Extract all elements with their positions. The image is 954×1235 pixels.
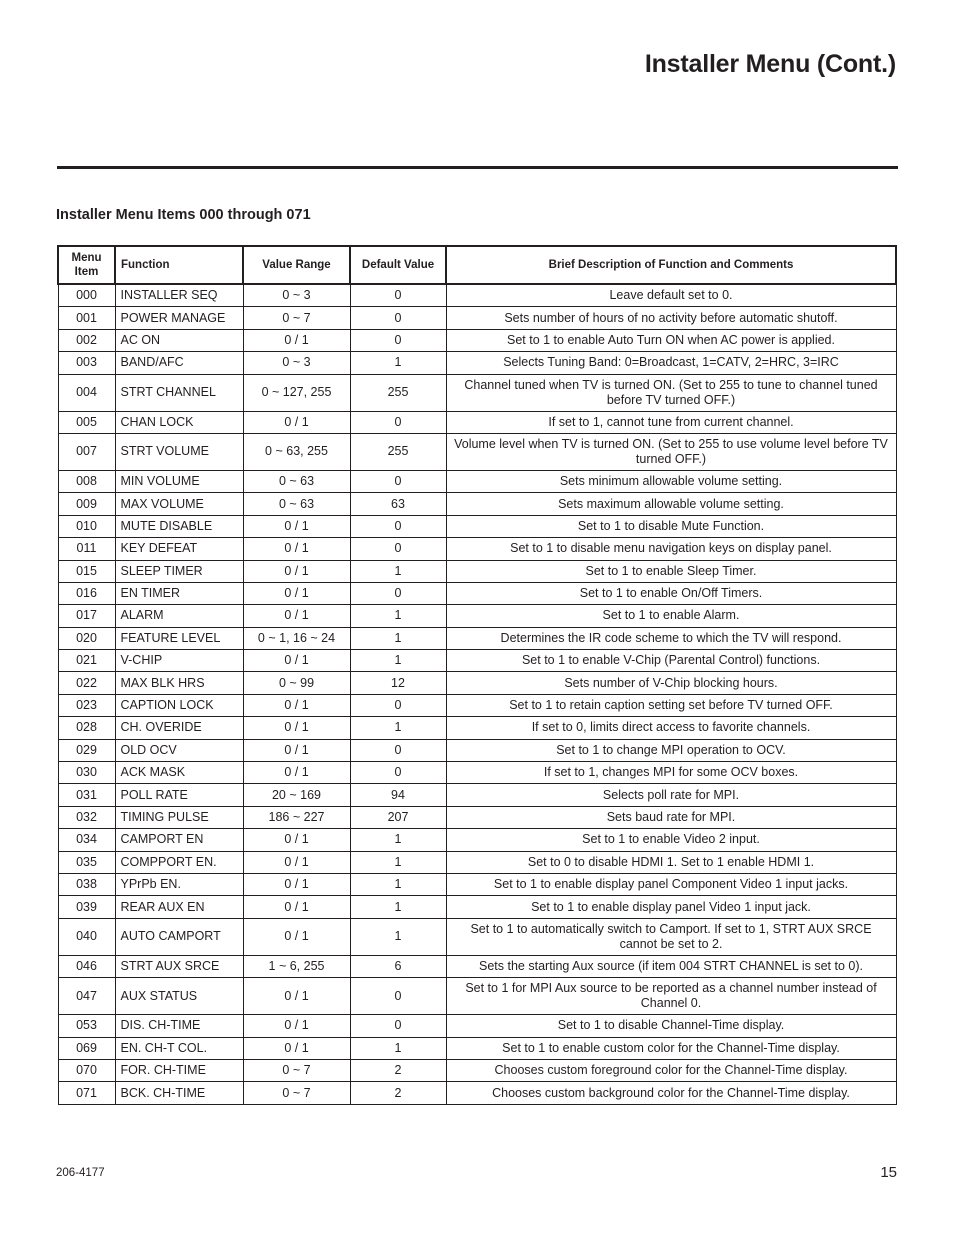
cell-menu-item: 053 bbox=[58, 1015, 115, 1037]
cell-value-range: 0 / 1 bbox=[243, 918, 350, 955]
cell-value-range: 0 / 1 bbox=[243, 329, 350, 351]
table-row bbox=[58, 433, 896, 470]
cell-value-range: 0 / 1 bbox=[243, 538, 350, 560]
cell-description: Set to 1 to enable On/Off Timers. bbox=[446, 582, 896, 604]
cell-default-value: 0 bbox=[350, 582, 446, 604]
cell-description: Set to 1 to retain caption setting set before TV turned OFF. bbox=[446, 694, 896, 716]
cell-default-value: 1 bbox=[350, 560, 446, 582]
table-row bbox=[58, 307, 896, 329]
title-divider bbox=[57, 166, 898, 169]
cell-function: FEATURE LEVEL bbox=[115, 627, 243, 649]
cell-default-value: 1 bbox=[350, 851, 446, 873]
cell-default-value: 1 bbox=[350, 873, 446, 895]
cell-description: Set to 1 to change MPI operation to OCV. bbox=[446, 739, 896, 761]
table-row bbox=[58, 1037, 896, 1059]
cell-function: FOR. CH-TIME bbox=[115, 1059, 243, 1081]
table-row bbox=[58, 582, 896, 604]
cell-description: Channel tuned when TV is turned ON. (Set to 255 to tune to channel tuned before TV turned OFF.) bbox=[446, 374, 896, 411]
cell-function: SLEEP TIMER bbox=[115, 560, 243, 582]
cell-description: Set to 1 to enable Video 2 input. bbox=[446, 829, 896, 851]
cell-value-range: 0 ~ 63 bbox=[243, 493, 350, 515]
table-row bbox=[58, 1015, 896, 1037]
cell-default-value: 2 bbox=[350, 1082, 446, 1104]
cell-function: CHAN LOCK bbox=[115, 411, 243, 433]
cell-default-value: 12 bbox=[350, 672, 446, 694]
cell-function: STRT VOLUME bbox=[115, 433, 243, 470]
cell-menu-item: 032 bbox=[58, 806, 115, 828]
table-row bbox=[58, 762, 896, 784]
cell-function: MAX BLK HRS bbox=[115, 672, 243, 694]
cell-menu-item: 040 bbox=[58, 918, 115, 955]
cell-value-range: 0 / 1 bbox=[243, 411, 350, 433]
table-row bbox=[58, 694, 896, 716]
cell-value-range: 0 ~ 7 bbox=[243, 1059, 350, 1081]
cell-function: BAND/AFC bbox=[115, 352, 243, 374]
cell-description: Sets maximum allowable volume setting. bbox=[446, 493, 896, 515]
cell-function: TIMING PULSE bbox=[115, 806, 243, 828]
cell-menu-item: 017 bbox=[58, 605, 115, 627]
cell-description: Set to 1 to enable display panel Component Video 1 input jacks. bbox=[446, 873, 896, 895]
table-header-row bbox=[58, 246, 896, 284]
cell-function: MAX VOLUME bbox=[115, 493, 243, 515]
cell-function: STRT AUX SRCE bbox=[115, 955, 243, 977]
cell-function: ALARM bbox=[115, 605, 243, 627]
cell-function: EN TIMER bbox=[115, 582, 243, 604]
cell-description: Selects Tuning Band: 0=Broadcast, 1=CATV, 2=HRC, 3=IRC bbox=[446, 352, 896, 374]
cell-description: Leave default set to 0. bbox=[446, 284, 896, 307]
cell-default-value: 94 bbox=[350, 784, 446, 806]
table-row bbox=[58, 896, 896, 918]
cell-value-range: 0 ~ 7 bbox=[243, 307, 350, 329]
cell-function: AUTO CAMPORT bbox=[115, 918, 243, 955]
cell-menu-item: 011 bbox=[58, 538, 115, 560]
cell-description: Set to 1 to disable menu navigation keys on display panel. bbox=[446, 538, 896, 560]
cell-menu-item: 002 bbox=[58, 329, 115, 351]
cell-menu-item: 038 bbox=[58, 873, 115, 895]
table-row bbox=[58, 806, 896, 828]
cell-description: Selects poll rate for MPI. bbox=[446, 784, 896, 806]
cell-description: Set to 1 to enable display panel Video 1 input jack. bbox=[446, 896, 896, 918]
table-row bbox=[58, 605, 896, 627]
cell-default-value: 6 bbox=[350, 955, 446, 977]
cell-default-value: 255 bbox=[350, 374, 446, 411]
table-row bbox=[58, 374, 896, 411]
cell-menu-item: 016 bbox=[58, 582, 115, 604]
page-title: Installer Menu (Cont.) bbox=[644, 50, 896, 78]
cell-menu-item: 007 bbox=[58, 433, 115, 470]
cell-function: BCK. CH-TIME bbox=[115, 1082, 243, 1104]
table-row bbox=[58, 515, 896, 537]
cell-description: If set to 1, changes MPI for some OCV boxes. bbox=[446, 762, 896, 784]
cell-value-range: 0 / 1 bbox=[243, 739, 350, 761]
table-row bbox=[58, 918, 896, 955]
table-row bbox=[58, 284, 896, 307]
cell-description: Set to 1 to enable custom color for the Channel-Time display. bbox=[446, 1037, 896, 1059]
cell-function: V-CHIP bbox=[115, 650, 243, 672]
cell-menu-item: 034 bbox=[58, 829, 115, 851]
cell-value-range: 0 / 1 bbox=[243, 650, 350, 672]
cell-menu-item: 030 bbox=[58, 762, 115, 784]
cell-description: Set to 1 to disable Channel-Time display. bbox=[446, 1015, 896, 1037]
cell-default-value: 1 bbox=[350, 627, 446, 649]
cell-value-range: 1 ~ 6, 255 bbox=[243, 955, 350, 977]
cell-default-value: 1 bbox=[350, 896, 446, 918]
cell-function: MIN VOLUME bbox=[115, 470, 243, 492]
cell-value-range: 0 / 1 bbox=[243, 515, 350, 537]
cell-function: DIS. CH-TIME bbox=[115, 1015, 243, 1037]
cell-value-range: 0 ~ 1, 16 ~ 24 bbox=[243, 627, 350, 649]
cell-menu-item: 000 bbox=[58, 284, 115, 307]
cell-description: Volume level when TV is turned ON. (Set to 255 to use volume level before TV turned OFF.) bbox=[446, 433, 896, 470]
cell-default-value: 1 bbox=[350, 918, 446, 955]
table-row bbox=[58, 717, 896, 739]
cell-default-value: 0 bbox=[350, 538, 446, 560]
cell-description: Chooses custom foreground color for the Channel-Time display. bbox=[446, 1059, 896, 1081]
cell-menu-item: 003 bbox=[58, 352, 115, 374]
page-number: 15 bbox=[880, 1164, 897, 1181]
cell-description: Set to 1 for MPI Aux source to be reported as a channel number instead of Channel 0. bbox=[446, 978, 896, 1015]
table-row bbox=[58, 650, 896, 672]
cell-function: AC ON bbox=[115, 329, 243, 351]
cell-default-value: 255 bbox=[350, 433, 446, 470]
cell-value-range: 0 / 1 bbox=[243, 829, 350, 851]
cell-function: OLD OCV bbox=[115, 739, 243, 761]
cell-menu-item: 022 bbox=[58, 672, 115, 694]
table-row bbox=[58, 1082, 896, 1104]
cell-value-range: 0 ~ 3 bbox=[243, 352, 350, 374]
cell-function: POLL RATE bbox=[115, 784, 243, 806]
cell-menu-item: 070 bbox=[58, 1059, 115, 1081]
cell-menu-item: 047 bbox=[58, 978, 115, 1015]
cell-function: KEY DEFEAT bbox=[115, 538, 243, 560]
cell-value-range: 0 ~ 3 bbox=[243, 284, 350, 307]
cell-function: COMPPORT EN. bbox=[115, 851, 243, 873]
cell-menu-item: 023 bbox=[58, 694, 115, 716]
table-body bbox=[58, 284, 896, 1104]
table-row bbox=[58, 538, 896, 560]
cell-default-value: 0 bbox=[350, 411, 446, 433]
table-row bbox=[58, 493, 896, 515]
cell-description: Sets baud rate for MPI. bbox=[446, 806, 896, 828]
table-row bbox=[58, 627, 896, 649]
cell-value-range: 0 ~ 63, 255 bbox=[243, 433, 350, 470]
table-row bbox=[58, 470, 896, 492]
cell-value-range: 0 / 1 bbox=[243, 873, 350, 895]
cell-function: ACK MASK bbox=[115, 762, 243, 784]
cell-function: YPrPb EN. bbox=[115, 873, 243, 895]
cell-menu-item: 028 bbox=[58, 717, 115, 739]
cell-function: STRT CHANNEL bbox=[115, 374, 243, 411]
table-row bbox=[58, 329, 896, 351]
cell-description: Sets number of hours of no activity before automatic shutoff. bbox=[446, 307, 896, 329]
cell-default-value: 63 bbox=[350, 493, 446, 515]
cell-description: Set to 1 to enable V-Chip (Parental Control) functions. bbox=[446, 650, 896, 672]
cell-function: CH. OVERIDE bbox=[115, 717, 243, 739]
table-row bbox=[58, 560, 896, 582]
cell-menu-item: 031 bbox=[58, 784, 115, 806]
cell-function: MUTE DISABLE bbox=[115, 515, 243, 537]
cell-default-value: 2 bbox=[350, 1059, 446, 1081]
cell-description: Set to 1 to automatically switch to Camport. If set to 1, STRT AUX SRCE cannot be set to 2. bbox=[446, 918, 896, 955]
cell-description: Set to 1 to disable Mute Function. bbox=[446, 515, 896, 537]
cell-value-range: 0 / 1 bbox=[243, 1015, 350, 1037]
cell-menu-item: 008 bbox=[58, 470, 115, 492]
cell-function: CAPTION LOCK bbox=[115, 694, 243, 716]
cell-default-value: 0 bbox=[350, 284, 446, 307]
cell-description: Chooses custom background color for the Channel-Time display. bbox=[446, 1082, 896, 1104]
cell-menu-item: 039 bbox=[58, 896, 115, 918]
cell-menu-item: 029 bbox=[58, 739, 115, 761]
cell-default-value: 0 bbox=[350, 515, 446, 537]
cell-menu-item: 035 bbox=[58, 851, 115, 873]
table-row bbox=[58, 739, 896, 761]
document-number: 206-4177 bbox=[56, 1167, 105, 1179]
header-menu-item: Menu Item bbox=[58, 246, 115, 284]
cell-description: Set to 0 to disable HDMI 1. Set to 1 enable HDMI 1. bbox=[446, 851, 896, 873]
table-row bbox=[58, 411, 896, 433]
cell-value-range: 20 ~ 169 bbox=[243, 784, 350, 806]
cell-menu-item: 015 bbox=[58, 560, 115, 582]
table-row bbox=[58, 955, 896, 977]
cell-default-value: 0 bbox=[350, 694, 446, 716]
cell-description: Sets number of V-Chip blocking hours. bbox=[446, 672, 896, 694]
cell-value-range: 0 / 1 bbox=[243, 605, 350, 627]
cell-menu-item: 009 bbox=[58, 493, 115, 515]
cell-default-value: 1 bbox=[350, 650, 446, 672]
header-value-range: Value Range bbox=[243, 246, 350, 284]
cell-default-value: 0 bbox=[350, 978, 446, 1015]
table-row bbox=[58, 829, 896, 851]
cell-function: AUX STATUS bbox=[115, 978, 243, 1015]
cell-menu-item: 020 bbox=[58, 627, 115, 649]
cell-default-value: 1 bbox=[350, 1037, 446, 1059]
cell-function: INSTALLER SEQ bbox=[115, 284, 243, 307]
cell-description: Sets minimum allowable volume setting. bbox=[446, 470, 896, 492]
cell-value-range: 0 / 1 bbox=[243, 762, 350, 784]
cell-value-range: 0 / 1 bbox=[243, 1037, 350, 1059]
cell-value-range: 0 ~ 99 bbox=[243, 672, 350, 694]
cell-value-range: 0 / 1 bbox=[243, 896, 350, 918]
cell-description: Set to 1 to enable Auto Turn ON when AC power is applied. bbox=[446, 329, 896, 351]
cell-default-value: 1 bbox=[350, 829, 446, 851]
cell-description: If set to 0, limits direct access to favorite channels. bbox=[446, 717, 896, 739]
section-title: Installer Menu Items 000 through 071 bbox=[56, 207, 311, 223]
table-row bbox=[58, 784, 896, 806]
cell-value-range: 0 / 1 bbox=[243, 560, 350, 582]
table-row bbox=[58, 978, 896, 1015]
header-function: Function bbox=[115, 246, 243, 284]
cell-default-value: 0 bbox=[350, 329, 446, 351]
cell-default-value: 0 bbox=[350, 470, 446, 492]
cell-value-range: 0 ~ 7 bbox=[243, 1082, 350, 1104]
cell-value-range: 0 ~ 63 bbox=[243, 470, 350, 492]
cell-description: If set to 1, cannot tune from current channel. bbox=[446, 411, 896, 433]
table-row bbox=[58, 851, 896, 873]
cell-menu-item: 021 bbox=[58, 650, 115, 672]
installer-menu-table bbox=[57, 245, 897, 1105]
cell-default-value: 0 bbox=[350, 762, 446, 784]
cell-value-range: 0 / 1 bbox=[243, 978, 350, 1015]
cell-menu-item: 001 bbox=[58, 307, 115, 329]
cell-menu-item: 071 bbox=[58, 1082, 115, 1104]
cell-function: POWER MANAGE bbox=[115, 307, 243, 329]
cell-description: Set to 1 to enable Alarm. bbox=[446, 605, 896, 627]
cell-default-value: 0 bbox=[350, 739, 446, 761]
cell-value-range: 0 / 1 bbox=[243, 851, 350, 873]
cell-description: Determines the IR code scheme to which the TV will respond. bbox=[446, 627, 896, 649]
cell-menu-item: 046 bbox=[58, 955, 115, 977]
cell-menu-item: 069 bbox=[58, 1037, 115, 1059]
cell-value-range: 0 / 1 bbox=[243, 717, 350, 739]
cell-value-range: 0 / 1 bbox=[243, 582, 350, 604]
cell-menu-item: 005 bbox=[58, 411, 115, 433]
cell-default-value: 0 bbox=[350, 1015, 446, 1037]
table-row bbox=[58, 672, 896, 694]
cell-menu-item: 004 bbox=[58, 374, 115, 411]
header-default-value: Default Value bbox=[350, 246, 446, 284]
cell-menu-item: 010 bbox=[58, 515, 115, 537]
cell-value-range: 0 ~ 127, 255 bbox=[243, 374, 350, 411]
cell-function: EN. CH-T COL. bbox=[115, 1037, 243, 1059]
cell-default-value: 1 bbox=[350, 605, 446, 627]
cell-function: REAR AUX EN bbox=[115, 896, 243, 918]
cell-description: Set to 1 to enable Sleep Timer. bbox=[446, 560, 896, 582]
cell-function: CAMPORT EN bbox=[115, 829, 243, 851]
cell-default-value: 1 bbox=[350, 717, 446, 739]
header-description: Brief Description of Function and Comments bbox=[446, 246, 896, 284]
cell-default-value: 207 bbox=[350, 806, 446, 828]
table-row bbox=[58, 873, 896, 895]
cell-value-range: 0 / 1 bbox=[243, 694, 350, 716]
cell-default-value: 1 bbox=[350, 352, 446, 374]
cell-description: Sets the starting Aux source (if item 004 STRT CHANNEL is set to 0). bbox=[446, 955, 896, 977]
cell-value-range: 186 ~ 227 bbox=[243, 806, 350, 828]
table-row bbox=[58, 1059, 896, 1081]
table-row bbox=[58, 352, 896, 374]
cell-default-value: 0 bbox=[350, 307, 446, 329]
